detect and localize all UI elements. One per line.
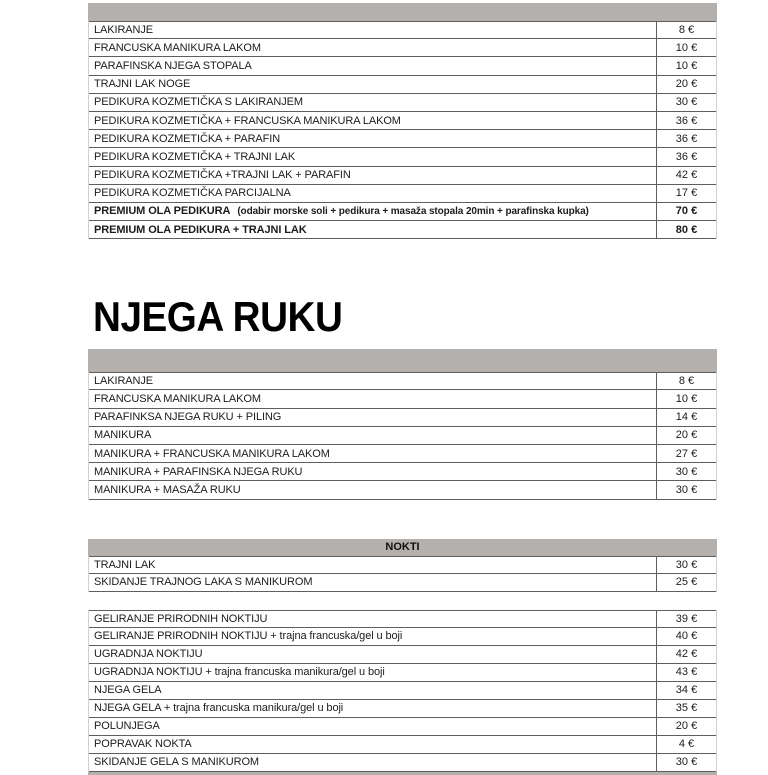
service-name: NJEGA GELA xyxy=(94,684,162,697)
service-price: 20 € xyxy=(656,76,716,93)
service-price: 17 € xyxy=(656,185,716,202)
service-price: 42 € xyxy=(656,167,716,184)
table-row xyxy=(89,628,716,646)
service-name: POLUNJEGA xyxy=(94,720,160,733)
service-price: 4 € xyxy=(656,736,716,753)
table-row xyxy=(89,76,716,94)
ruke-price-table xyxy=(88,372,717,499)
gel-price-table xyxy=(88,610,717,772)
service-price: 8 € xyxy=(656,373,716,389)
table-row xyxy=(89,409,716,427)
table-row xyxy=(89,556,716,574)
service-name: NJEGA GELA + trajna francuska manikura/gel u boji xyxy=(94,702,344,715)
service-price: 25 € xyxy=(656,574,716,591)
table-header-bar xyxy=(88,3,717,21)
service-price: 70 € xyxy=(656,203,716,220)
service-name: MANIKURA + FRANCUSKA MANIKURA LAKOM xyxy=(94,447,330,460)
service-name-note: (odabir morske soli + pedikura + masaža stopala 20min + parafinska kupka) xyxy=(237,205,589,217)
service-price: 10 € xyxy=(656,57,716,74)
service-name: UGRADNJA NOKTIJU + trajna francuska manikura/gel u boji xyxy=(94,666,385,679)
service-price: 36 € xyxy=(656,130,716,147)
table-row xyxy=(89,185,716,203)
table-row xyxy=(89,736,716,754)
table-row xyxy=(89,646,716,664)
service-price: 43 € xyxy=(656,664,716,681)
service-name: PARAFINKSA NJEGA RUKU + PILING xyxy=(94,411,282,424)
service-name xyxy=(89,203,656,220)
service-price: 10 € xyxy=(656,39,716,56)
service-price: 36 € xyxy=(656,112,716,129)
table-row xyxy=(89,574,716,592)
table-row xyxy=(89,203,716,221)
service-price: 35 € xyxy=(656,700,716,717)
page-content xyxy=(88,0,717,775)
table-row xyxy=(89,372,716,390)
service-name: GELIRANJE PRIRODNIH NOKTIJU + trajna francuska/gel u boji xyxy=(94,630,403,643)
table-header-bar xyxy=(88,349,717,372)
service-name: PARAFINSKA NJEGA STOPALA xyxy=(94,59,252,72)
table-row xyxy=(89,167,716,185)
service-price: 42 € xyxy=(656,646,716,663)
section-heading-njega-ruku: NJEGA RUKU xyxy=(93,293,343,341)
service-name: UGRADNJA NOKTIJU xyxy=(94,648,203,661)
service-price: 80 € xyxy=(656,221,716,238)
service-name: LAKIRANJE xyxy=(94,375,154,388)
section-gap xyxy=(88,592,717,610)
table-row xyxy=(89,700,716,718)
table-row xyxy=(89,390,716,408)
pedikura-price-table xyxy=(88,21,717,239)
table-row xyxy=(89,427,716,445)
service-name: GELIRANJE PRIRODNIH NOKTIJU xyxy=(94,612,268,625)
service-name-main: PREMIUM OLA PEDIKURA xyxy=(94,205,231,218)
nokti-price-table xyxy=(88,556,717,592)
service-price: 39 € xyxy=(656,611,716,627)
service-price: 30 € xyxy=(656,754,716,771)
table-row xyxy=(89,221,716,239)
service-name: MANIKURA + MASAŽA RUKU xyxy=(94,483,241,496)
service-name: SKIDANJE GELA S MANIKUROM xyxy=(94,756,259,769)
service-name: PEDIKURA KOZMETIČKA + PARAFIN xyxy=(94,132,281,145)
service-name: PEDIKURA KOZMETIČKA + TRAJNI LAK xyxy=(94,150,296,163)
table-row xyxy=(89,39,716,57)
table-row xyxy=(89,718,716,736)
service-name: MANIKURA + PARAFINSKA NJEGA RUKU xyxy=(94,465,303,478)
service-name: PEDIKURA KOZMETIČKA PARCIJALNA xyxy=(94,187,291,200)
service-price: 30 € xyxy=(656,557,716,573)
table-row xyxy=(89,463,716,481)
table-row xyxy=(89,664,716,682)
service-name: TRAJNI LAK xyxy=(94,558,156,571)
service-price: 30 € xyxy=(656,481,716,498)
table-row xyxy=(89,610,716,628)
section-gap xyxy=(88,500,717,539)
table-row xyxy=(89,130,716,148)
service-name: MANIKURA xyxy=(94,429,152,442)
service-price: 34 € xyxy=(656,682,716,699)
service-name: TRAJNI LAK NOGE xyxy=(94,78,191,91)
service-price: 30 € xyxy=(656,94,716,111)
service-name: SKIDANJE TRAJNOG LAKA S MANIKUROM xyxy=(94,576,313,589)
service-price: 36 € xyxy=(656,148,716,165)
table-row xyxy=(89,481,716,499)
service-name: LAKIRANJE xyxy=(94,24,154,37)
table-row xyxy=(89,57,716,75)
table-row xyxy=(89,21,716,39)
table-row xyxy=(89,682,716,700)
service-price: 14 € xyxy=(656,409,716,426)
service-price: 27 € xyxy=(656,445,716,462)
service-price: 8 € xyxy=(656,22,716,38)
table-row xyxy=(89,112,716,130)
table-row xyxy=(89,148,716,166)
service-price: 20 € xyxy=(656,427,716,444)
service-name: PEDIKURA KOZMETIČKA + FRANCUSKA MANIKURA LAKOM xyxy=(94,114,401,127)
service-name: FRANCUSKA MANIKURA LAKOM xyxy=(94,393,261,406)
table-row xyxy=(89,445,716,463)
nokti-header-bar: NOKTI xyxy=(88,539,717,556)
service-price: 10 € xyxy=(656,390,716,407)
service-name: POPRAVAK NOKTA xyxy=(94,738,192,751)
service-price: 30 € xyxy=(656,463,716,480)
service-name: PEDIKURA KOZMETIČKA S LAKIRANJEM xyxy=(94,96,303,109)
service-name: FRANCUSKA MANIKURA LAKOM xyxy=(94,41,261,54)
table-row xyxy=(89,754,716,772)
service-name: PEDIKURA KOZMETIČKA +TRAJNI LAK + PARAFIN xyxy=(94,169,351,182)
service-name: PREMIUM OLA PEDIKURA + TRAJNI LAK xyxy=(94,223,307,236)
table-row xyxy=(89,94,716,112)
service-price: 20 € xyxy=(656,718,716,735)
service-price: 40 € xyxy=(656,628,716,645)
